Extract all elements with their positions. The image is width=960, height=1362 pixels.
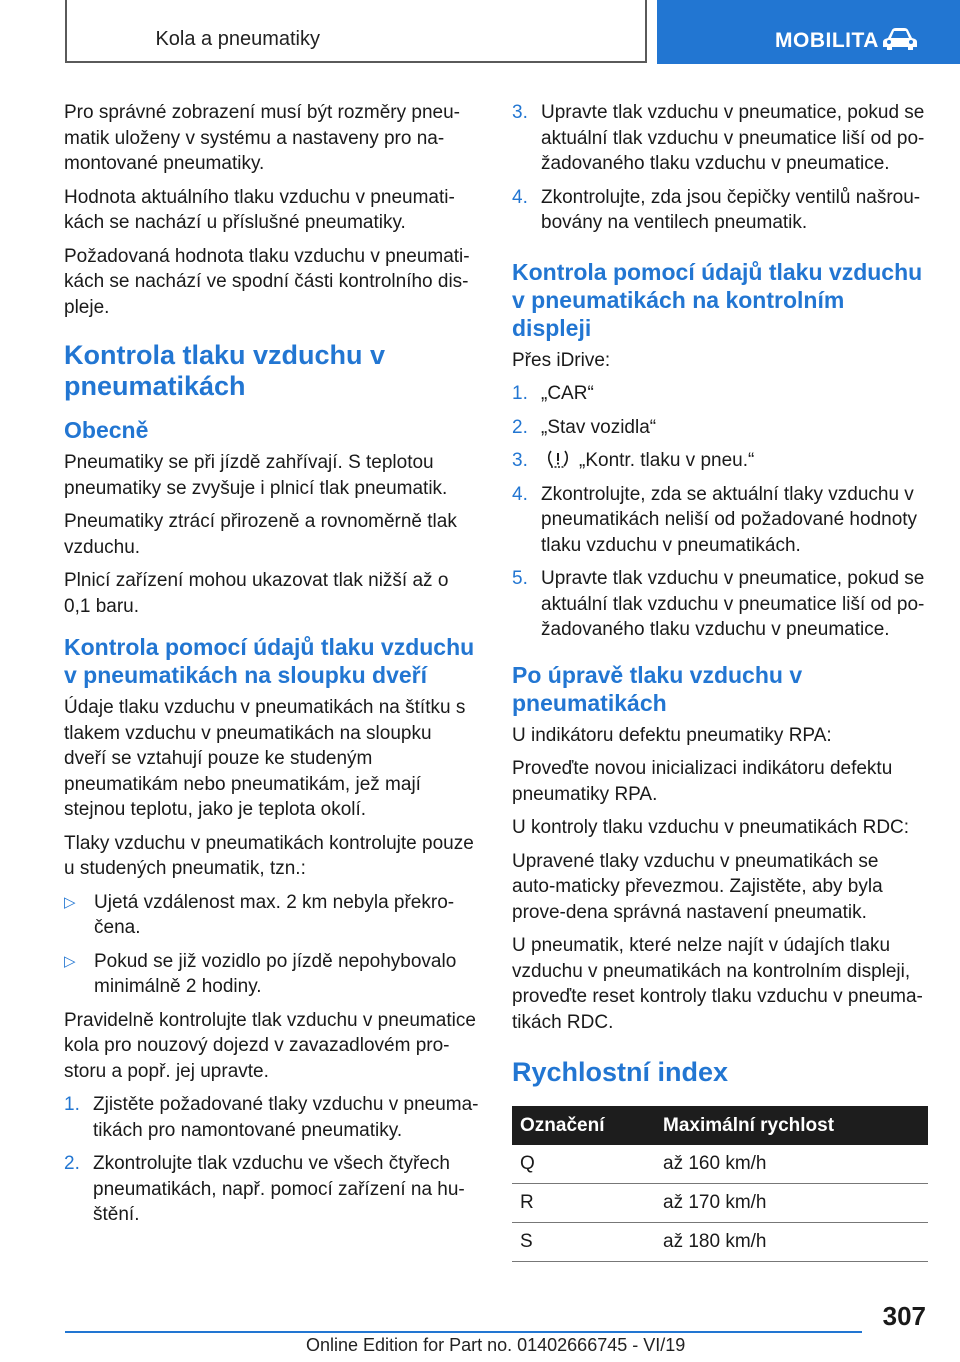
intro-paragraph: Pro správné zobrazení musí být rozměry pneu-matik uloženy v systému a nastaveny pro na-montované pneumatiky. <box>64 102 461 174</box>
tire-pressure-warning-icon <box>547 449 569 469</box>
table-cell: až 180 km/h <box>655 1223 928 1262</box>
page-number: 307 <box>882 1301 926 1331</box>
step-number: 4. <box>512 483 528 505</box>
step-item <box>512 100 927 177</box>
left-column <box>64 100 479 1236</box>
paragraph: U indikátoru defektu pneumatiky RPA: <box>512 724 832 746</box>
heading-after-adjustment: Po úpravě tlaku vzduchu v pneumatikách <box>512 661 803 716</box>
bullet-list <box>64 890 479 1000</box>
step-number: 4. <box>512 186 528 208</box>
car-icon <box>882 26 918 52</box>
paragraph: Přes iDrive: <box>512 349 611 371</box>
step-item <box>512 482 927 559</box>
column-header: Maximální rychlost <box>655 1106 928 1145</box>
step-number: 3. <box>512 450 528 471</box>
table-header-row <box>512 1106 928 1145</box>
numbered-steps <box>64 1092 479 1228</box>
table-cell: R <box>512 1184 655 1223</box>
chapter-tab <box>657 0 960 64</box>
triangle-bullet-icon: ▷ <box>64 893 76 911</box>
step-text: Upravte tlak vzduchu v pneumatice, pokud se aktuální tlak vzduchu v pneumatice liší od po-žadovaného tlaku vzduchu v pneumatice. <box>541 102 925 174</box>
step-text: Zkontrolujte, zda se aktuální tlaky vzduchu v pneumatikách neliší od požadované hodnoty tlaku vzduchu v pneumatikách. <box>541 483 918 556</box>
paragraph: Pneumatiky se při jízdě zahřívají. S teplotou pneumatiky se zvyšuje i plnicí tlak pneumatik. <box>64 452 448 499</box>
header-frame <box>65 0 647 63</box>
section-title: Kola a pneumatiky <box>155 28 320 50</box>
paragraph: Pneumatiky ztrácí přirozeně a rovnoměrně tlak vzduchu. <box>64 511 457 558</box>
numbered-steps <box>512 381 927 643</box>
heading-tire-pressure-check: Kontrola tlaku vzduchu v pneumatikách <box>64 340 386 401</box>
step-item <box>512 381 927 407</box>
list-item <box>64 949 479 1000</box>
step-text: „Stav vozidla“ <box>541 416 657 438</box>
numbered-steps <box>512 100 927 236</box>
step-number: 2. <box>512 416 528 438</box>
paragraph: Plnicí zařízení mohou ukazovat tlak nižší až o 0,1 baru. <box>64 570 449 617</box>
paragraph: U kontroly tlaku vzduchu v pneumatikách RDC: <box>512 817 910 838</box>
paragraph: Tlaky vzduchu v pneumatikách kontrolujte pouze u studených pneumatik, tzn.: <box>64 832 474 879</box>
step-item <box>512 566 927 643</box>
step-item <box>64 1151 479 1228</box>
step-number: 3. <box>512 102 528 123</box>
right-column <box>512 100 927 1262</box>
paragraph: Proveďte novou inicializaci indikátoru defektu pneumatiky RPA. <box>512 758 893 805</box>
heading-display-check: Kontrola pomocí údajů tlaku vzduchu v pneumatikách na kontrolním displeji <box>512 258 923 341</box>
heading-speed-index: Rychlostní index <box>512 1057 729 1087</box>
table-row <box>512 1145 928 1184</box>
step-text: Zkontrolujte tlak vzduchu ve všech čtyřech pneumatikách, např. pomocí zařízení na hu-štění. <box>93 1153 465 1225</box>
heading-door-pillar-check: Kontrola pomocí údajů tlaku vzduchu v pneumatikách na sloupku dveří <box>64 634 475 688</box>
step-item <box>512 415 927 441</box>
list-item-text: Ujetá vzdálenost max. 2 km nebyla překro-čena. <box>94 891 455 938</box>
step-text: Zkontrolujte, zda jsou čepičky ventilů našrou-bovány na ventilech pneumatik. <box>541 186 921 233</box>
step-text: Zjistěte požadované tlaky vzduchu v pneuma-tikách pro namontované pneumatiky. <box>93 1094 479 1141</box>
edition-note: Online Edition for Part no. 01402666745 - VI/19 <box>306 1335 686 1355</box>
table-row <box>512 1223 928 1262</box>
table-cell: S <box>512 1223 655 1262</box>
step-number: 5. <box>512 568 528 589</box>
heading-general: Obecně <box>64 417 149 443</box>
footer-divider <box>65 1331 862 1333</box>
step-item <box>512 185 927 236</box>
table-cell: Q <box>512 1145 655 1184</box>
step-text: „Kontr. tlaku v pneu.“ <box>579 450 755 471</box>
step-item <box>512 448 927 474</box>
table-cell: až 160 km/h <box>655 1145 928 1184</box>
step-text: „CAR“ <box>541 383 594 404</box>
list-item-text: Pokud se již vozidlo po jízdě nepohybovalo minimálně 2 hodiny. <box>94 950 457 997</box>
intro-paragraph: Hodnota aktuálního tlaku vzduchu v pneumati-kách se nachází u příslušné pneumatiky. <box>64 186 455 233</box>
chapter-tab-label: MOBILITA <box>775 29 879 52</box>
step-number: 1. <box>512 383 528 404</box>
step-item <box>64 1092 479 1143</box>
paragraph: Údaje tlaku vzduchu v pneumatikách na štítku s tlakem vzduchu v pneumatikách na sloupku dveří se vztahují pouze ke studeným pneumatikám nebo pneumatikám, jež mají stejnou teplotu, jako je teplota okolí. <box>64 697 466 820</box>
step-number: 2. <box>64 1153 80 1174</box>
triangle-bullet-icon: ▷ <box>64 952 76 970</box>
paragraph: Pravidelně kontrolujte tlak vzduchu v pneumatice kola pro nouzový dojezd v zavazadlovém pro-storu a popř. jej upravte. <box>64 1009 476 1082</box>
step-number: 1. <box>64 1094 80 1115</box>
table-cell: až 170 km/h <box>655 1184 928 1223</box>
table-row <box>512 1184 928 1223</box>
paragraph: U pneumatik, které nelze najít v údajích tlaku vzduchu v pneumatikách na kontrolním displeji, proveďte reset kontroly tlaku vzduchu v pneuma-tikách RDC. <box>512 935 923 1033</box>
step-text: Upravte tlak vzduchu v pneumatice, pokud se aktuální tlak vzduchu v pneumatice liší od po-žadovaného tlaku vzduchu v pneumatice. <box>541 568 925 640</box>
paragraph: Upravené tlaky vzduchu v pneumatikách se auto-maticky převezmou. Zajistěte, aby byla prove-dena správná nastavení pneumatik. <box>512 850 883 923</box>
intro-paragraph: Požadovaná hodnota tlaku vzduchu v pneumati-kách se nachází ve spodní části kontrolního dis-pleje. <box>64 245 470 318</box>
column-header: Označení <box>512 1106 655 1145</box>
list-item <box>64 890 479 941</box>
speed-index-table <box>512 1106 928 1262</box>
